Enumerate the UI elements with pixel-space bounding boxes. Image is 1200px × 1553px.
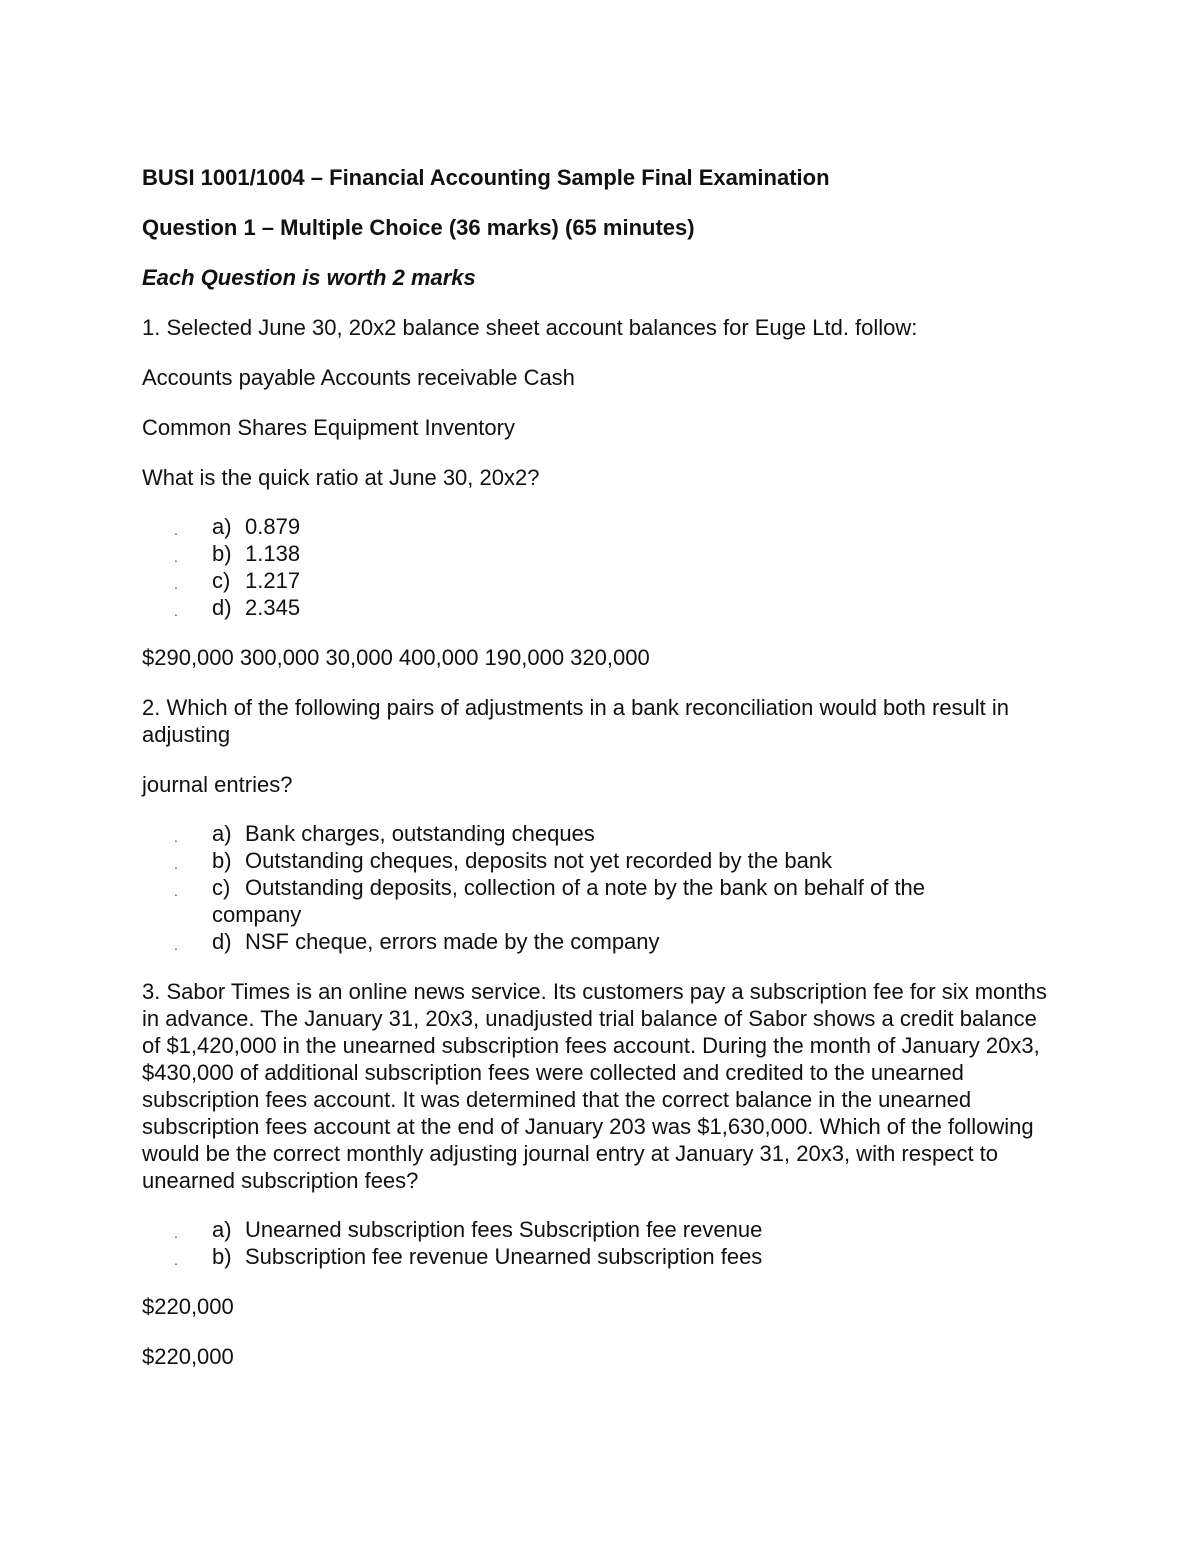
- q1-question: What is the quick ratio at June 30, 20x2?: [142, 465, 540, 490]
- q1-stem: 1. Selected June 30, 20x2 balance sheet account balances for Euge Ltd. follow:: [142, 315, 918, 340]
- q1-accounts-line-2: Common Shares Equipment Inventory: [142, 415, 515, 440]
- exam-title: BUSI 1001/1004 – Financial Accounting Sample Final Examination: [142, 165, 830, 190]
- marks-note: Each Question is worth 2 marks: [142, 265, 476, 290]
- option-letter: c): [212, 568, 231, 593]
- q2-option-a: [142, 820, 1062, 847]
- option-text: Unearned subscription fees Subscription fee revenue: [245, 1217, 763, 1242]
- option-text: 0.879: [245, 514, 301, 539]
- question-header: Question 1 – Multiple Choice (36 marks) (65 minutes): [142, 215, 695, 240]
- page-content: [142, 164, 1062, 1393]
- option-text: Outstanding cheques, deposits not yet recorded by the bank: [245, 848, 833, 873]
- list-bullet: .: [174, 883, 178, 899]
- option-text: 1.217: [245, 568, 301, 593]
- option-text: NSF cheque, errors made by the company: [245, 929, 660, 954]
- q2-stem-continued: journal entries?: [142, 772, 293, 797]
- q2-option-b: [142, 847, 1062, 874]
- option-letter: a): [212, 514, 232, 539]
- list-bullet: .: [174, 1225, 178, 1241]
- q1-options: [142, 513, 1062, 621]
- list-bullet: .: [174, 522, 178, 538]
- list-bullet: .: [174, 829, 178, 845]
- list-bullet: .: [174, 549, 178, 565]
- option-letter: b): [212, 1244, 232, 1269]
- q1-accounts-line-1: Accounts payable Accounts receivable Cash: [142, 365, 575, 390]
- q3-options: [142, 1216, 1062, 1270]
- option-letter: b): [212, 848, 232, 873]
- q2-option-c: [142, 874, 1062, 928]
- option-text: Outstanding deposits, collection of a note by the bank on behalf of the company: [212, 875, 926, 927]
- option-letter: a): [212, 821, 232, 846]
- q1-amounts: $290,000 300,000 30,000 400,000 190,000 320,000: [142, 645, 650, 670]
- q1-option-d: [142, 594, 1062, 621]
- option-text: Subscription fee revenue Unearned subscription fees: [245, 1244, 763, 1269]
- option-letter: d): [212, 929, 232, 954]
- option-text: Bank charges, outstanding cheques: [245, 821, 595, 846]
- q3-amount-1: $220,000: [142, 1294, 234, 1319]
- q2-stem: 2. Which of the following pairs of adjustments in a bank reconciliation would both result in adjusting: [142, 695, 1010, 747]
- list-bullet: .: [174, 856, 178, 872]
- q1-option-c: [142, 567, 1062, 594]
- q3-stem: 3. Sabor Times is an online news service. Its customers pay a subscription fee for six months in advance. The January 31, 20x3, unadjusted trial balance of Sabor shows a credit balance of $1,420,000 in the unearned subscription fees account. During the month of January 20x3, $430,000 of additional subscription fees were collected and credited to the unearned subscription fees account. It was determined that the correct balance in the unearned subscription fees account at the end of January 203 was $1,630,000. Which of the following would be the correct monthly adjusting journal entry at January 31, 20x3, with respect to unearned subscription fees?: [142, 979, 1047, 1193]
- q2-option-d: [142, 928, 1062, 955]
- q1-option-b: [142, 540, 1062, 567]
- q3-option-b: [142, 1243, 1062, 1270]
- option-letter: d): [212, 595, 232, 620]
- option-text: 2.345: [245, 595, 301, 620]
- option-letter: a): [212, 1217, 232, 1242]
- q3-amount-2: $220,000: [142, 1344, 234, 1369]
- option-letter: b): [212, 541, 232, 566]
- q2-options: [142, 820, 1062, 955]
- list-bullet: .: [174, 937, 178, 953]
- list-bullet: .: [174, 576, 178, 592]
- q1-option-a: [142, 513, 1062, 540]
- option-letter: c): [212, 875, 231, 900]
- option-text: 1.138: [245, 541, 301, 566]
- list-bullet: .: [174, 603, 178, 619]
- q3-option-a: [142, 1216, 1062, 1243]
- list-bullet: .: [174, 1252, 178, 1268]
